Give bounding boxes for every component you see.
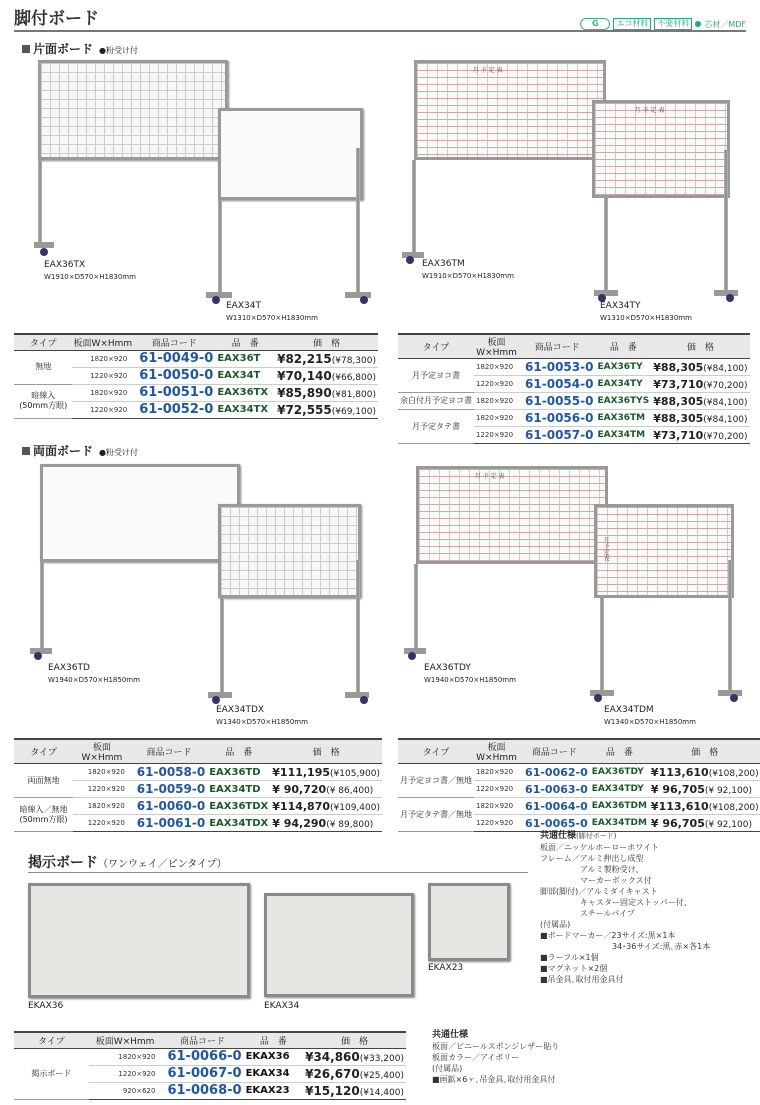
board-ekax34 (264, 893, 414, 997)
board-ekax23 (428, 883, 510, 961)
section-single-title: 片面ボード ●粉受け付 (22, 40, 138, 57)
page-title: 脚付ボード (14, 9, 99, 29)
board-eax34tdx (218, 504, 361, 598)
core-label: 芯材／MDF (704, 19, 746, 29)
caster-icon (360, 296, 368, 304)
eco-badge: エコ材料 (613, 18, 651, 30)
label-eax36td: EAX36TD W1940×D570×H1850mm (48, 663, 140, 684)
label-eax34tdm: EAX34TDM W1340×D570×H1850mm (604, 705, 696, 726)
price-table-notice: タイプ 板面W×Hmm 商品コード 品 番 価 格 掲示ボード 1820×920 61-0066-0 EKAX36 ¥34,860(¥33,200) 1220×920 61-0067-0 EKAX34 ¥26,670(¥25,400) 920×620 61-0068-0 EKAX23 ¥15,120(¥14,400) (14, 1031, 406, 1100)
label-ekax36: EKAX36 (28, 1001, 64, 1011)
title-divider (14, 30, 746, 32)
board-eax36tm: 月 予 定 表 (414, 60, 606, 160)
caster-icon (212, 296, 220, 304)
label-eax34ty: EAX34TY W1310×D570×H1830mm (600, 301, 692, 322)
material-badges (580, 18, 746, 30)
dot-icon (695, 21, 701, 27)
caster-icon (34, 652, 42, 660)
common-spec-stand: 共通仕様(脚付ボード) 板面／ニッケルホーローホワイト フレーム／アルミ押出し成型 アルミ製粉受け、 マーカーボックス付 脚部(脚付)／アルミダイキャスト キャスター固定ストッパー付、 スチールパイプ (付属品) ■ボードマーカー／23サイズ:黒×1本 34･36サイズ:黒､赤×各1本 ■ラーフル×1個 ■マグネット×2個 ■吊金具､取付用金具付 (540, 831, 711, 984)
board-eax36td (40, 464, 240, 562)
section-double-title: 両面ボード ●粉受け付 (22, 442, 138, 459)
section-notice-title: 掲示ボード（ワンウェイ／ピンタイプ） (28, 855, 227, 871)
label-eax34t: EAX34T W1310×D570×H1830mm (226, 301, 318, 322)
caster-icon (408, 652, 416, 660)
caster-icon (40, 248, 48, 256)
leg (38, 160, 42, 245)
common-spec-notice: 共通仕様 板面／ビニールスポンジレザー貼り 板面カラー／アイボリー (付属品) ■画鋲×6ヶ､吊金具､取付用金具付 (432, 1030, 560, 1084)
board-eax36tdy: 月 予 定 表 (416, 466, 608, 564)
waste-badge: 不要材料 (654, 18, 692, 30)
label-ekax34: EKAX34 (264, 1001, 300, 1011)
label-eax36tm: EAX36TM W1910×D570×H1830mm (422, 259, 514, 280)
board-eax34ty: 月 予 定 表 (592, 100, 730, 198)
label-eax34tdx: EAX34TDX W1340×D570×H1850mm (216, 705, 308, 726)
caster-icon (594, 694, 602, 702)
caster-icon (730, 694, 738, 702)
price-table-single-plain: タイプ 板面W×Hmm 商品コード 品 番 価 格 無地 1820×920 61-0049-0 EAX36T ¥82,215(¥78,300) 1220×920 61-0050-0 EAX34T ¥70,140(¥66,800) 暗線入 (50mm方眼) 1820×920 61-0051-0 EAX36TX ¥85,890(¥81,800) 1220×920 61-0052-0 EAX34TX ¥72,555(¥69,100) (14, 333, 378, 419)
label-eax36tdy: EAX36TDY W1940×D570×H1850mm (424, 663, 516, 684)
price-table-single-schedule: タイプ 板面W×Hmm 商品コード 品 番 価 格 月予定ヨコ書 1820×920 61-0053-0 EAX36TY ¥88,305(¥84,100) 1220×920 61-0054-0 EAX34TY ¥73,710(¥70,200) 余白付月予定ヨコ書 1820×920 61-0055-0 EAX36TYS ¥88,305(¥84,100) 月予定タテ書 1820×920 61-0056-0 EAX36TM ¥88,305(¥84,100) 1220×920 61-0057-0 EAX34TM ¥73,710(¥70,200) (398, 333, 750, 444)
label-ekax23: EKAX23 (428, 963, 464, 973)
board-eax34t (218, 108, 363, 200)
caster-icon (406, 256, 414, 264)
caster-icon (212, 696, 220, 704)
board-eax34tdm: 月予定表 (594, 504, 734, 598)
caster-icon (726, 294, 734, 302)
board-ekax36 (28, 883, 250, 998)
label-eax36tx: EAX36TX W1910×D570×H1830mm (44, 260, 136, 281)
caster-icon (360, 696, 368, 704)
green-mark-icon: G (580, 18, 610, 30)
price-table-double-plain: タイプ 板面W×Hmm 商品コード 品 番 価 格 両面無地 1820×920 61-0058-0 EAX36TD ¥111,195(¥105,900) 1220×920 61-0059-0 EAX34TD ¥ 90,720(¥ 86,400) 暗線入／無地 (50mm方眼) 1820×920 61-0060-0 EAX36TDX ¥114,870(¥109,400) 1220×920 61-0061-0 EAX34TDX ¥ 94,290(¥ 89,800) (14, 738, 382, 832)
board-eax36tx (38, 60, 228, 160)
price-table-double-schedule: タイプ 板面W×Hmm 商品コード 品 番 価 格 月予定ヨコ書／無地 1820×920 61-0062-0 EAX36TDY ¥113,610(¥108,200) 1220×920 61-0063-0 EAX34TDY ¥ 96,705(¥ 92,100) 月予定タテ書／無地 1820×920 61-0064-0 EAX36TDM ¥113,610(¥108,200) 1220×920 61-0065-0 EAX34TDM ¥ 96,705(¥ 92,100) (398, 738, 760, 832)
